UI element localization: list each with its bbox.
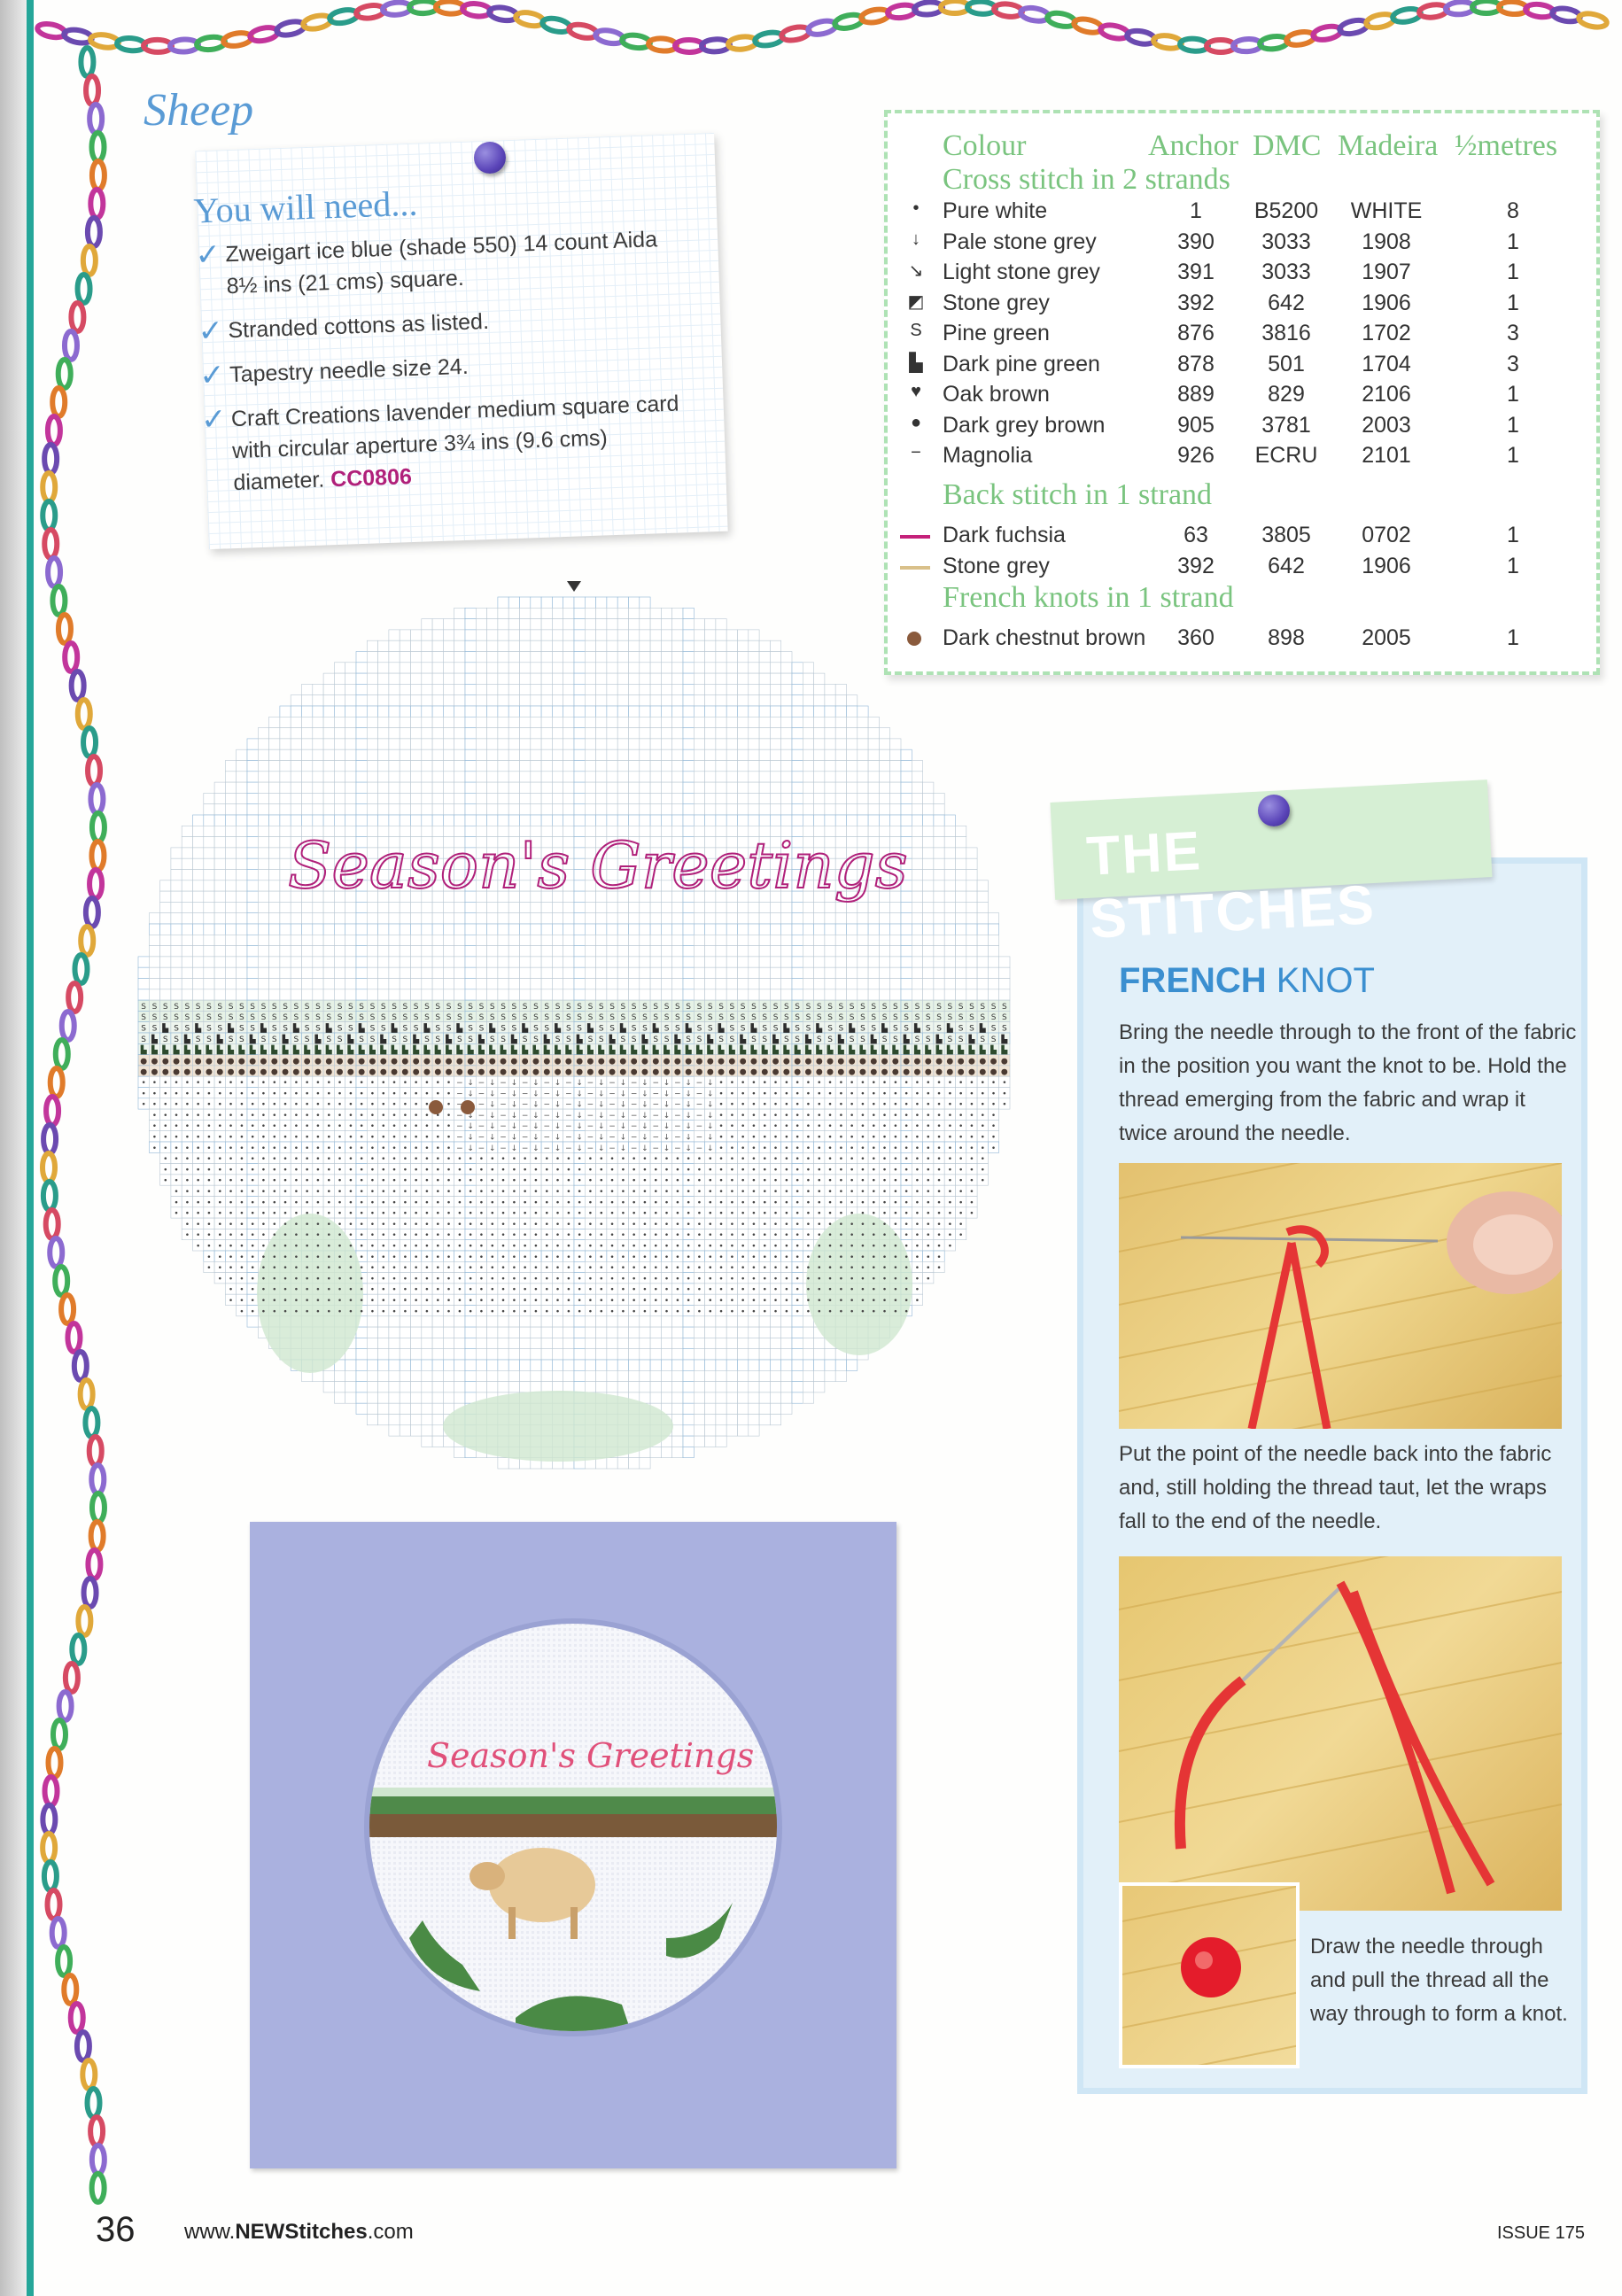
need-item: ✓ Zweigart ice blue (shade 550) 14 count Aida 8½ ins (21 cms) square. — [194, 227, 658, 299]
website-url: www.NEWStitches.com — [184, 2220, 414, 2244]
stitch-symbol: ◩ — [907, 291, 925, 312]
madeira-number: 2106 — [1362, 382, 1411, 407]
colour-name: Dark grey brown — [943, 412, 1106, 438]
dmc-number: 3033 — [1261, 229, 1311, 254]
metres-count: 1 — [1507, 412, 1519, 438]
push-pin-icon — [474, 142, 506, 174]
need-item: ✓ Craft Creations lavender medium square card with circular aperture 3¾ ins (9.6 cms) diameter. CC0806 — [200, 391, 679, 496]
issue-number: ISSUE 175 — [1497, 2223, 1585, 2243]
madeira-number: 1906 — [1362, 553, 1411, 578]
step-3-photo — [1119, 1882, 1300, 2068]
check-icon: ✓ — [198, 358, 226, 393]
madeira-number: WHITE — [1350, 198, 1423, 223]
anchor-number: 391 — [1177, 260, 1215, 284]
chart-french-knot — [429, 1100, 443, 1114]
colour-name: Dark pine green — [943, 351, 1100, 376]
anchor-number: 926 — [1177, 443, 1215, 468]
dmc-number: ECRU — [1254, 443, 1318, 468]
key-row — [888, 443, 1587, 473]
dmc-number: 3781 — [1261, 412, 1311, 438]
madeira-number: 0702 — [1362, 523, 1411, 547]
madeira-number: 2101 — [1362, 443, 1411, 468]
the-stitches-panel — [1077, 857, 1587, 2094]
colour-name: Stone grey — [943, 290, 1050, 315]
backstitch-swatch — [900, 535, 930, 539]
key-header-colour: Colour — [943, 129, 1027, 162]
dmc-number: 642 — [1268, 290, 1305, 315]
madeira-number: 2003 — [1362, 412, 1411, 438]
madeira-number: 1907 — [1362, 260, 1411, 284]
spine-accent-line — [27, 0, 34, 2296]
chart-greeting-text: Season's Greetings — [288, 828, 908, 903]
anchor-number: 392 — [1177, 553, 1215, 578]
metres-count: 3 — [1507, 351, 1519, 376]
stitch-symbol: ▙ — [909, 353, 923, 373]
stitch-symbol: ♥ — [911, 382, 921, 401]
page-title: Sheep — [144, 85, 254, 136]
key-row — [888, 413, 1587, 443]
you-will-need-card — [192, 133, 727, 549]
step-2-text: Put the point of the needle back into the fabric and, still holding the thread taut, let the wraps fall to the end of the needle. — [1119, 1442, 1552, 1533]
colour-name: Light stone grey — [943, 260, 1100, 284]
step-1-text: Bring the needle through to the front of the fabric in the position you want the knot to be. Hold the thread emerging from the fabric and wrap it twice around the needle. — [1119, 1020, 1577, 1145]
need-item: ✓ Stranded cottons as listed. — [197, 308, 490, 349]
card-code: CC0806 — [330, 464, 413, 493]
anchor-number: 63 — [1184, 523, 1208, 547]
dmc-number: B5200 — [1253, 198, 1319, 223]
dmc-number: 3816 — [1261, 321, 1311, 345]
madeira-number: 2005 — [1362, 625, 1411, 650]
step-1-photo — [1119, 1163, 1562, 1429]
metres-count: 8 — [1507, 198, 1519, 223]
anchor-number: 360 — [1177, 625, 1215, 650]
french-knot-title: FRENCH KNOT — [1119, 961, 1375, 1000]
dmc-number: 829 — [1268, 382, 1305, 407]
metres-count: 1 — [1507, 290, 1519, 315]
colour-name: Magnolia — [943, 443, 1033, 468]
chart-french-knot — [461, 1100, 475, 1114]
key-header-madeira: Madeira — [1338, 129, 1439, 162]
metres-count: 1 — [1507, 382, 1519, 407]
cross-stitch-chart — [133, 576, 1019, 1479]
anchor-number: 390 — [1177, 229, 1215, 254]
key-section-title: French knots in 1 strand — [943, 581, 1234, 614]
metres-count: 1 — [1507, 229, 1519, 254]
madeira-number: 1704 — [1362, 351, 1411, 376]
metres-count: 1 — [1507, 625, 1519, 650]
you-will-need-heading: You will need... — [192, 182, 418, 231]
metres-count: 1 — [1507, 260, 1519, 284]
dmc-number: 898 — [1268, 625, 1305, 650]
metres-count: 3 — [1507, 321, 1519, 345]
stitch-symbol: ↓ — [912, 229, 920, 249]
colour-name: Dark fuchsia — [943, 523, 1066, 547]
anchor-number: 876 — [1177, 321, 1215, 345]
dmc-number: 642 — [1268, 553, 1305, 578]
dmc-number: 501 — [1268, 351, 1305, 376]
step-2-photo — [1119, 1556, 1562, 1911]
key-row — [888, 321, 1587, 351]
check-icon: ✓ — [200, 402, 228, 438]
step-3-text: Draw the needle through and pull the thread all the way through to form a knot. — [1310, 1935, 1568, 2026]
check-icon: ✓ — [194, 237, 221, 273]
madeira-number: 1702 — [1362, 321, 1411, 345]
key-row — [888, 260, 1587, 290]
key-header-anchor: Anchor — [1148, 129, 1238, 162]
stitch-symbol: ● — [910, 412, 922, 432]
stitch-symbol: − — [911, 443, 921, 462]
stitch-symbol: • — [912, 198, 920, 218]
colour-name: Dark chestnut brown — [943, 625, 1146, 650]
key-section-title: Back stitch in 1 strand — [943, 478, 1213, 511]
key-row — [888, 352, 1587, 382]
metres-count: 1 — [1507, 523, 1519, 547]
finished-card-photo — [250, 1522, 896, 2168]
anchor-number: 392 — [1177, 290, 1215, 315]
colour-name: Oak brown — [943, 382, 1050, 407]
key-section-title: Cross stitch in 2 strands — [943, 163, 1230, 196]
card-greeting-text: Season's Greetings — [427, 1736, 755, 1775]
metres-count: 1 — [1507, 443, 1519, 468]
metres-count: 1 — [1507, 553, 1519, 578]
anchor-number: 1 — [1190, 198, 1202, 223]
colour-name: Pine green — [943, 321, 1050, 345]
page-number: 36 — [96, 2210, 136, 2249]
you-will-need-list — [195, 222, 700, 512]
colour-name: Pure white — [943, 198, 1048, 223]
stitch-symbol: ↘ — [908, 261, 924, 281]
key-row — [888, 382, 1587, 412]
key-row — [888, 198, 1587, 229]
madeira-number: 1906 — [1362, 290, 1411, 315]
anchor-number: 889 — [1177, 382, 1215, 407]
colour-name: Stone grey — [943, 553, 1050, 578]
key-row — [888, 523, 1587, 553]
key-header-dmc: DMC — [1253, 129, 1322, 162]
check-icon: ✓ — [197, 314, 224, 349]
need-item: ✓ Tapestry needle size 24. — [198, 353, 470, 393]
anchor-number: 905 — [1177, 412, 1215, 438]
the-stitches-label: THE STITCHES — [1084, 820, 1378, 950]
key-row — [888, 291, 1587, 321]
key-row — [888, 229, 1587, 260]
backstitch-swatch — [900, 566, 930, 570]
madeira-number: 1908 — [1362, 229, 1411, 254]
colour-name: Pale stone grey — [943, 229, 1097, 254]
anchor-number: 878 — [1177, 351, 1215, 376]
dmc-number: 3805 — [1261, 523, 1311, 547]
stitch-symbol: S — [910, 321, 922, 340]
page-spine — [0, 0, 27, 2296]
push-pin-icon — [1258, 795, 1290, 826]
key-header-metres: ½metres — [1455, 129, 1558, 162]
dmc-number: 3033 — [1261, 260, 1311, 284]
chart-centre-arrow-icon — [567, 581, 581, 592]
card-illustration — [250, 1522, 896, 2168]
